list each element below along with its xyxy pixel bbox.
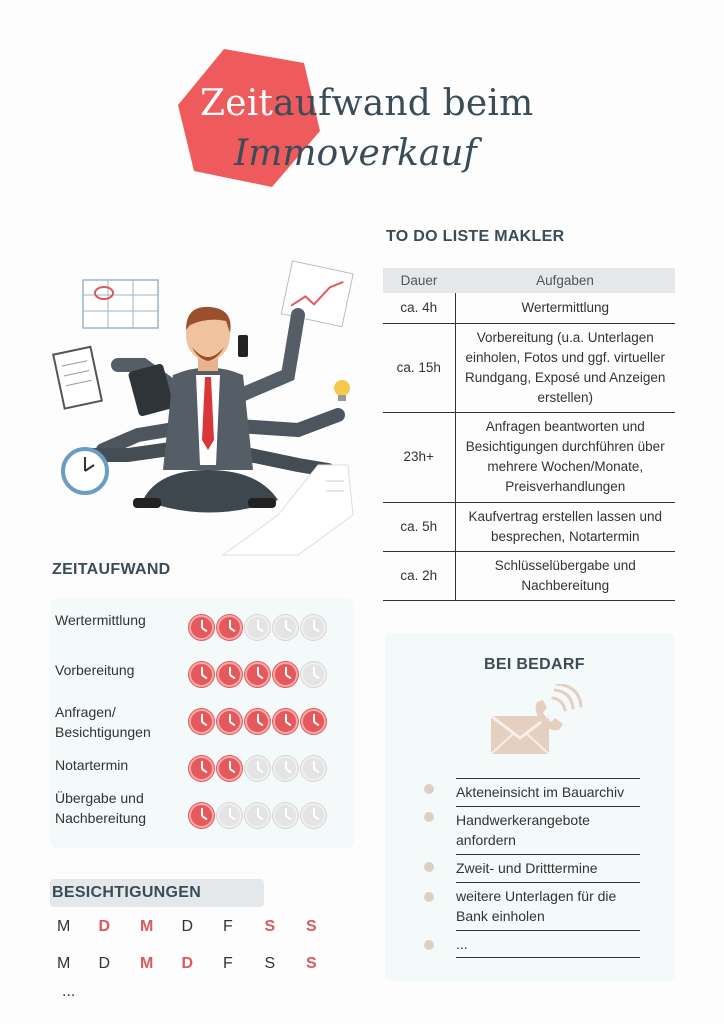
clock-icon-empty <box>301 615 326 640</box>
weekday-highlighted: D <box>98 918 111 935</box>
bei-bedarf-heading: BEI BEDARF <box>484 656 585 673</box>
clock-rating <box>189 756 326 781</box>
weekday-highlighted: S <box>306 955 317 972</box>
zeit-label-notartermin: Notartermin <box>55 757 129 773</box>
clock-icon-filled <box>245 709 270 734</box>
clock-rating <box>189 615 326 640</box>
clock-rating <box>189 803 326 828</box>
title-highlight: Zeit <box>200 83 274 124</box>
clock-rating <box>189 709 326 734</box>
clock-icon-empty <box>245 756 270 781</box>
zeit-label-vorbereitung: Vorbereitung <box>55 662 135 678</box>
page-title-line2: Immoverkauf <box>234 133 477 174</box>
task-cell: Vorbereitung (u.a. Unterlagen einholen, Fotos und ggf. virtueller Rundgang, Exposé und Anzeigen erstellen) <box>455 323 675 412</box>
bullet-dot <box>424 812 434 822</box>
bullet-dot <box>424 862 434 872</box>
clock-icon-filled <box>217 756 242 781</box>
clock-icon-empty <box>245 803 270 828</box>
weekday-row-2 <box>57 955 348 973</box>
bullet-dot <box>424 940 434 950</box>
zeit-label-wertermittlung: Wertermittlung <box>55 612 146 628</box>
weekday-row-1 <box>57 918 348 936</box>
list-item-text: Zweit- und Dritttermine <box>456 854 640 878</box>
duration-cell: ca. 5h <box>383 502 455 551</box>
clock-icon-filled <box>189 803 214 828</box>
page-title-line1 <box>200 83 533 124</box>
duration-cell: ca. 2h <box>383 551 455 600</box>
clock-icon-filled <box>273 709 298 734</box>
mail-phone-icon <box>489 684 584 759</box>
weekday: F <box>223 955 233 972</box>
clock-icon-filled <box>189 709 214 734</box>
clock-icon-filled <box>273 662 298 687</box>
task-cell: Schlüsselübergabe und Nachbereitung <box>455 551 675 600</box>
zeit-label-uebergabe: Übergabe und Nachbereitung <box>55 790 147 826</box>
clock-icon-filled <box>189 756 214 781</box>
clock-rating <box>189 662 326 687</box>
besichtigungen-heading: BESICHTIGUNGEN <box>52 884 202 901</box>
list-divider <box>456 957 640 958</box>
duration-cell: 23h+ <box>383 412 455 502</box>
weekday: D <box>98 955 111 972</box>
clock-icon-empty <box>301 803 326 828</box>
clock-icon-empty <box>245 615 270 640</box>
column-header-aufgaben: Aufgaben <box>455 268 675 293</box>
clock-icon-empty <box>301 662 326 687</box>
weekday: F <box>223 918 233 935</box>
title-block <box>170 45 550 195</box>
zeitaufwand-heading: ZEITAUFWAND <box>52 561 171 578</box>
todo-table <box>383 268 675 601</box>
clock-icon-empty <box>301 756 326 781</box>
multitasking-businessman-illustration <box>48 255 368 575</box>
weekday: S <box>264 955 276 972</box>
zeitaufwand-panel <box>50 598 354 848</box>
todo-header-row <box>383 268 675 293</box>
clock-icon-filled <box>189 662 214 687</box>
todo-heading: TO DO LISTE MAKLER <box>386 228 565 245</box>
table-row <box>383 551 675 600</box>
list-item-text: Handwerkerangebote anfordern <box>456 806 640 850</box>
clock-icon-filled <box>189 615 214 640</box>
clock-icon-filled <box>245 662 270 687</box>
bullet-dot <box>424 892 434 902</box>
weekday-highlighted: S <box>306 918 317 935</box>
table-row <box>383 502 675 551</box>
duration-cell: ca. 4h <box>383 293 455 323</box>
title-rest: aufwand beim <box>273 83 534 124</box>
clock-icon-empty <box>273 615 298 640</box>
weekday-highlighted: S <box>264 918 276 935</box>
clock-icon-filled <box>217 709 242 734</box>
zeit-label-anfragen: Anfragen/ Besichtigungen <box>55 704 151 740</box>
list-item-text: Akteneinsicht im Bauarchiv <box>456 778 640 802</box>
clock-icon-filled <box>217 662 242 687</box>
bullet-dot <box>424 784 434 794</box>
list-item-text: weitere Unterlagen für die Bank einholen <box>456 882 640 926</box>
task-cell: Kaufvertrag erstellen lassen und besprechen, Notartermin <box>455 502 675 551</box>
clock-icon-empty <box>217 803 242 828</box>
task-cell: Wertermittlung <box>455 293 675 323</box>
weekday-highlighted: M <box>140 918 154 935</box>
clock-icon-filled <box>217 615 242 640</box>
table-row <box>383 323 675 412</box>
table-row <box>383 293 675 323</box>
task-cell: Anfragen beantworten und Besichtigungen durchführen über mehrere Wochen/Monate, Preisverhandlungen <box>455 412 675 502</box>
clock-icon-filled <box>301 709 326 734</box>
clock-icon-empty <box>273 803 298 828</box>
besichtigungen-more: ... <box>62 983 76 1000</box>
weekday: D <box>181 918 194 935</box>
table-row <box>383 412 675 502</box>
column-header-dauer: Dauer <box>383 268 455 293</box>
list-item-text: ... <box>456 930 640 954</box>
weekday-highlighted: M <box>140 955 154 972</box>
weekday: M <box>57 955 71 972</box>
weekday-highlighted: D <box>181 955 194 972</box>
weekday: M <box>57 918 71 935</box>
clock-icon-empty <box>273 756 298 781</box>
duration-cell: ca. 15h <box>383 323 455 412</box>
